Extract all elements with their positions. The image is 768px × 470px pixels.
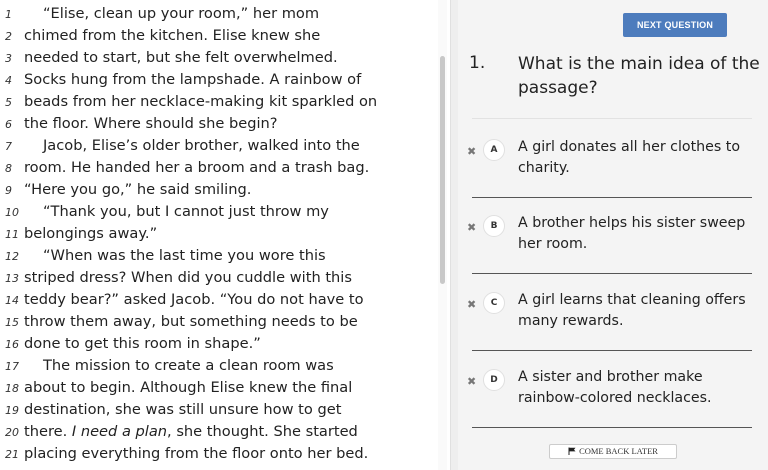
passage-line — [0, 157, 440, 179]
line-text: “When was the last time you wore this — [43, 247, 326, 264]
line-text: The mission to create a clean room was — [43, 357, 334, 374]
line-text: needed to start, but she felt overwhelmed. — [24, 49, 338, 66]
line-number: 12 — [5, 250, 19, 263]
line-text — [24, 421, 358, 443]
option-text[interactable]: A girl learns that cleaning offers many rewards. — [518, 292, 746, 329]
line-text: the floor. Where should she begin? — [24, 115, 278, 132]
line-text: room. He handed her a broom and a trash bag. — [24, 159, 370, 176]
passage-line — [0, 179, 440, 201]
passage-line — [0, 3, 440, 25]
passage-line — [0, 69, 440, 91]
line-number: 9 — [5, 184, 12, 197]
line-text-part: , she thought. She started — [167, 423, 358, 440]
close-icon[interactable]: ✖ — [467, 375, 477, 388]
question-number: 1. — [469, 53, 486, 73]
passage-line — [0, 421, 440, 443]
option-text[interactable]: A girl donates all her clothes to charity. — [518, 139, 741, 176]
passage-line — [0, 91, 440, 113]
answer-option-d[interactable] — [458, 367, 768, 427]
answer-option-a[interactable] — [458, 137, 768, 197]
passage-line — [0, 25, 440, 47]
line-text: about to begin. Although Elise knew the final — [24, 379, 353, 396]
passage-line — [0, 113, 440, 135]
flag-icon — [568, 447, 576, 455]
passage-line — [0, 267, 440, 289]
line-number: 11 — [5, 228, 19, 241]
option-text[interactable]: A brother helps his sister sweep her room. — [518, 215, 746, 252]
line-number: 16 — [5, 338, 19, 351]
line-number: 19 — [5, 404, 19, 417]
line-number: 18 — [5, 382, 19, 395]
line-text: “Elise, clean up your room,” her mom — [43, 5, 320, 22]
option-divider — [472, 350, 752, 351]
line-text: “Here you go,” he said smiling. — [24, 181, 252, 198]
line-number: 1 — [5, 8, 12, 21]
come-back-later-button[interactable] — [549, 444, 677, 459]
line-number: 7 — [5, 140, 12, 153]
line-number: 4 — [5, 74, 12, 87]
passage-line — [0, 135, 440, 157]
line-text-part: there. — [24, 423, 72, 440]
option-letter-badge[interactable]: C — [483, 292, 505, 314]
answer-option-b[interactable] — [458, 213, 768, 273]
line-number: 8 — [5, 162, 12, 175]
answer-option-c[interactable] — [458, 290, 768, 350]
line-number: 5 — [5, 96, 12, 109]
passage-line — [0, 289, 440, 311]
question-prompt: What is the main idea of the passage? — [518, 54, 760, 98]
next-question-button[interactable]: NEXT QUESTION — [623, 13, 727, 37]
option-text[interactable]: A sister and brother make rainbow-colored necklaces. — [518, 369, 712, 406]
option-divider — [472, 273, 752, 274]
line-number: 17 — [5, 360, 19, 373]
come-back-later-label: COME BACK LATER — [579, 446, 658, 456]
option-letter-badge[interactable]: A — [483, 139, 505, 161]
line-text: done to get this room in shape.” — [24, 335, 261, 352]
passage-line — [0, 245, 440, 267]
passage-line — [0, 443, 440, 465]
close-icon[interactable]: ✖ — [467, 221, 477, 234]
question-pane — [458, 0, 768, 470]
line-text: chimed from the kitchen. Elise knew she — [24, 27, 321, 44]
passage-line — [0, 47, 440, 69]
passage-line — [0, 201, 440, 223]
line-text: placing everything from the floor onto her bed. — [24, 445, 369, 462]
passage-line — [0, 399, 440, 421]
line-text: Jacob, Elise’s older brother, walked into the — [43, 137, 360, 154]
passage-scrollbar-thumb[interactable] — [440, 56, 445, 284]
line-number: 10 — [5, 206, 19, 219]
line-text: destination, she was still unsure how to get — [24, 401, 342, 418]
passage-line — [0, 377, 440, 399]
line-text: Socks hung from the lampshade. A rainbow of — [24, 71, 362, 88]
line-text: beads from her necklace-making kit sparkled on — [24, 93, 378, 110]
option-divider — [472, 427, 752, 428]
line-number: 2 — [5, 30, 12, 43]
line-number: 13 — [5, 272, 19, 285]
line-number: 21 — [5, 448, 19, 461]
passage-line — [0, 355, 440, 377]
line-number: 6 — [5, 118, 12, 131]
option-letter-badge[interactable]: B — [483, 215, 505, 237]
line-number: 14 — [5, 294, 19, 307]
close-icon[interactable]: ✖ — [467, 145, 477, 158]
line-number: 20 — [5, 426, 19, 439]
line-number: 3 — [5, 52, 12, 65]
passage-line — [0, 223, 440, 245]
line-text: “Thank you, but I cannot just throw my — [43, 203, 329, 220]
line-text: belongings away.” — [24, 225, 158, 242]
close-icon[interactable]: ✖ — [467, 298, 477, 311]
pane-divider[interactable] — [450, 0, 458, 470]
line-number: 15 — [5, 316, 19, 329]
passage-line — [0, 311, 440, 333]
line-text: throw them away, but something needs to be — [24, 313, 358, 330]
passage-line — [0, 333, 440, 355]
line-text: striped dress? When did you cuddle with this — [24, 269, 352, 286]
option-letter-badge[interactable]: D — [483, 369, 505, 391]
option-divider — [472, 197, 752, 198]
prompt-divider — [472, 118, 752, 119]
italic-phrase: I need a plan — [71, 423, 168, 440]
line-text: teddy bear?” asked Jacob. “You do not have to — [24, 291, 364, 308]
